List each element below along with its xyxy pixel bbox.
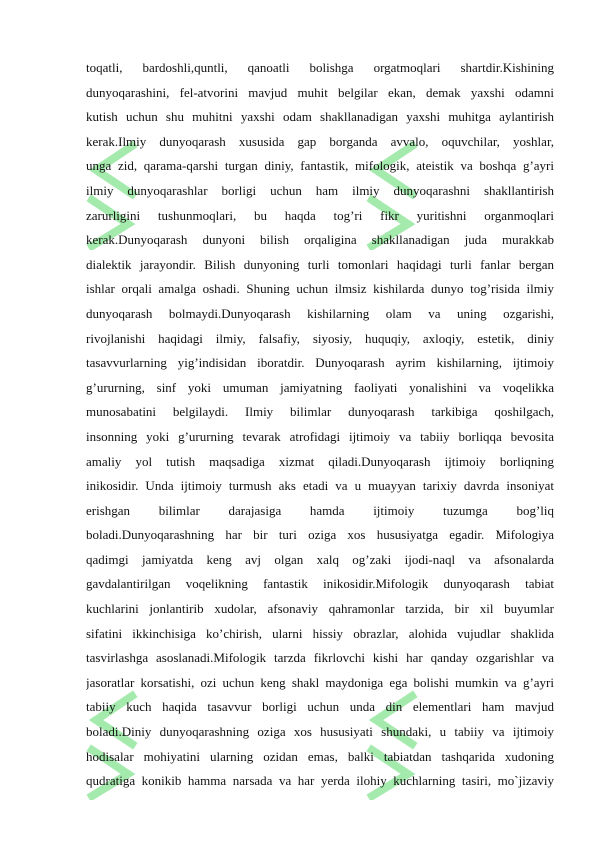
text-line: toqatli, bardoshli,quntli, qanoatli bolishga orgatmoqlari shartdir.Kishining: [86, 60, 554, 75]
text-line: dunyoqarash bolmaydi.Dunyoqarash kishilarning olam va uning ozgarishi,: [86, 305, 554, 321]
text-line: kutish uchun shu muhitni yaxshi odam shakllanadigan yaxshi muhitga aylantirish: [86, 109, 554, 125]
text-line: hodisalar mohiyatini ularning ozidan emas, balki tabiatdan tashqarida xudoning: [86, 748, 554, 764]
text-line: g’ururning, sinf yoki umuman jamiyatning faoliyati yonalishini va voqelikka: [86, 379, 554, 395]
text-line: jasoratlar korsatishi, ozi uchun keng shakl maydoniga ega bolishi mumkin va g’ayri: [86, 674, 554, 690]
text-line: boladi.Dunyoqarashning har bir turi oziga xos hususiyatga egadir. Mifologiya: [86, 527, 554, 543]
text-line: erishgan bilimlar darajasiga hamda ijtimoiy tuzumga bog’liq: [86, 502, 554, 518]
text-line: kerak.Dunyoqarash dunyoni bilish orqaligina shakllanadigan juda murakkab: [86, 232, 554, 248]
text-line: insonning yoki g’ururning tevarak atrofidagi ijtimoiy va tabiiy borliqqa bevosita: [86, 428, 554, 444]
text-line: ishlar orqali amalga oshadi. Shuning uchun ilmsiz kishilarda dunyo tog’risida ilmiy: [86, 281, 554, 297]
text-line: kerak.Ilmiy dunyoqarash xususida gap borganda avvalo, oquvchilar, yoshlar,: [86, 133, 554, 149]
text-line: inikosidir. Unda ijtimoiy turmush aks etadi va u muayyan tarixiy davrda insoniyat: [86, 478, 554, 494]
body-text: [86, 56, 554, 794]
text-line: qudratiga konikib hamma narsada va har yerda ilohiy kuchlarning tasiri, mo`jizaviy: [86, 773, 554, 789]
text-line: dialektik jarayondir. Bilish dunyoning turli tomonlari haqidagi turli fanlar bergan: [86, 256, 554, 272]
text-line: amaliy yol tutish maqsadiga xizmat qiladi.Dunyoqarash ijtimoiy borliqning: [86, 453, 554, 469]
text-line: unga zid, qarama-qarshi turgan diniy, fantastik, mifologik, ateistik va boshqa g’ayri: [86, 158, 554, 174]
text-line: zarurligini tushunmoqlari, bu haqda tog’ri fikr yuritishni organmoqlari: [86, 207, 554, 223]
text-line: qadimgi jamiyatda keng avj olgan xalq og’zaki ijodi-naql va afsonalarda: [86, 551, 554, 567]
text-line: tasavvurlarning yig’indisidan iboratdir. Dunyoqarash ayrim kishilarning, ijtimoiy: [86, 355, 554, 371]
text-line: munosabatini belgilaydi. Ilmiy bilimlar dunyoqarash tarkibiga qoshilgach,: [86, 404, 554, 420]
text-line: dunyoqarashini, fel-atvorini mavjud muhit belgilar ekan, demak yaxshi odamni: [86, 84, 554, 100]
text-line: tabiiy kuch haqida tasavvur borligi uchun unda din elementlari ham mavjud: [86, 699, 554, 715]
text-line: rivojlanishi haqidagi ilmiy, falsafiy, siyosiy, huquqiy, axloqiy, estetik, diniy: [86, 330, 554, 346]
text-line: kuchlarini jonlantirib xudolar, afsonaviy qahramonlar tarzida, bir xil buyumlar: [86, 601, 554, 617]
text-line: tasvirlashga asoslanadi.Mifologik tarzda fikrlovchi kishi har qanday ozgarishlar va: [86, 650, 554, 666]
text-line: ilmiy dunyoqarashlar borligi uchun ham ilmiy dunyoqarashni shakllantirish: [86, 182, 554, 198]
text-line: sifatini ikkinchisiga ko’chirish, ularni hissiy obrazlar, alohida vujudlar shaklida: [86, 625, 554, 641]
text-line: gavdalantirilgan voqelikning fantastik inikosidir.Mifologik dunyoqarash tabiat: [86, 576, 554, 592]
text-line: boladi.Diniy dunyoqarashning oziga xos hususiyati shundaki, u tabiiy va ijtimoiy: [86, 724, 554, 740]
